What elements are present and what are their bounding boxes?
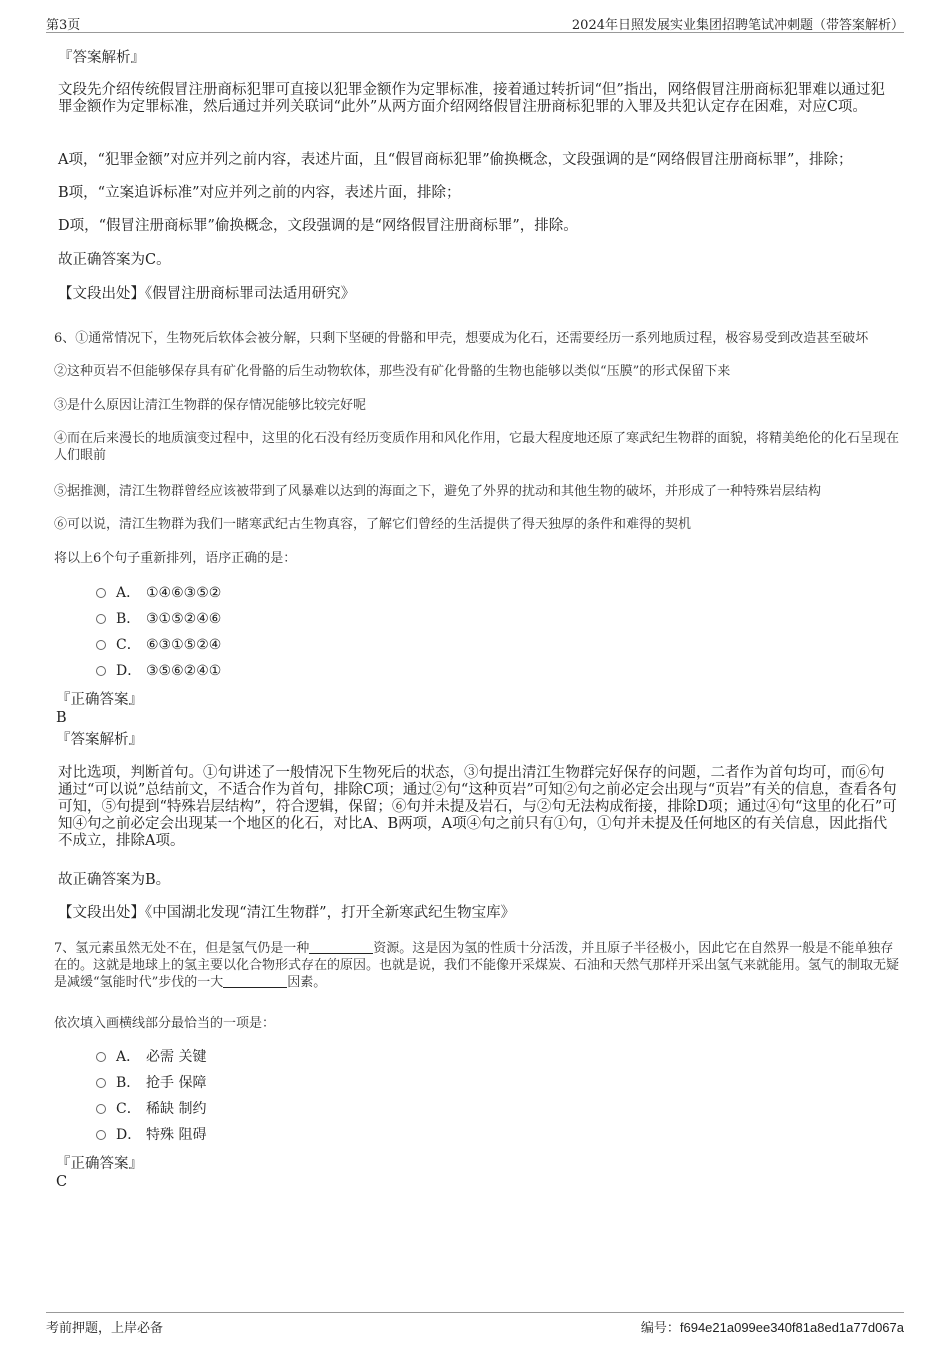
radio-icon[interactable] (96, 1130, 106, 1140)
option-key: C． (116, 637, 141, 653)
q5-source: 【文段出处】《假冒注册商标罪司法适用研究》 (58, 286, 356, 302)
radio-icon[interactable] (96, 588, 106, 598)
q6-answer: B (56, 710, 67, 726)
q5-analysis-option-d: D项，“假冒注册商标罪”偷换概念，文段强调的是“网络假冒注册商标罪”，排除。 (58, 218, 578, 234)
q7-text-part-2: 资源。这是因为氢的性质十分活泼，并且原子半径极小，因此它在自然界一般是不能单独存在的。这就是地球上的氢主要以化合物形式存在的原因。也就是说，我们不能像开采煤炭、石油和天然气那样开采出氢气来就能用。氢气的制取无疑是减缓“氢能时代”步伐的一大 (54, 941, 900, 990)
q7-blank-1 (309, 941, 373, 954)
q5-analysis-paragraph: 文段先介绍传统假冒注册商标犯罪可直接以犯罪金额作为定罪标准，接着通过转折词“但”指出，网络假冒注册商标犯罪难以通过犯罪金额作为定罪标准，然后通过并列关联词“此外”从两方面介绍网络假冒注册商标犯罪的入罪及共犯认定存在困难，对应C项。 (58, 82, 885, 115)
page-header (46, 14, 904, 33)
radio-icon[interactable] (96, 614, 106, 624)
q5-conclusion: 故正确答案为C。 (58, 252, 171, 268)
q7-text-part-1: 7、氢元素虽然无处不在，但是氢气仍是一种 (54, 941, 310, 956)
q7-option-d[interactable] (96, 1127, 206, 1144)
q7-prompt: 依次填入画横线部分最恰当的一项是： (54, 1016, 276, 1031)
q6-option-d[interactable] (96, 663, 221, 680)
page-footer (46, 1312, 904, 1336)
q6-analysis-label: 『答案解析』 (56, 732, 143, 748)
q6-sentence-6: ⑥可以说，清江生物群为我们一睹寒武纪古生物真容，了解它们曾经的生活提供了得天独厚的条件和难得的契机 (54, 517, 692, 532)
radio-icon[interactable] (96, 666, 106, 676)
radio-icon[interactable] (96, 1078, 106, 1088)
radio-icon[interactable] (96, 1104, 106, 1114)
radio-icon[interactable] (96, 1052, 106, 1062)
q7-option-a[interactable] (96, 1049, 206, 1066)
document-code (641, 1317, 904, 1336)
q6-sentence-5: ⑤据推测，清江生物群曾经应该被带到了风暴难以达到的海面之下，避免了外界的扰动和其他生物的破坏，并形成了一种特殊岩层结构 (54, 484, 822, 499)
q6-sentence-4: ④而在后来漫长的地质演变过程中，这里的化石没有经历变质作用和风化作用，它最大程度地还原了寒武纪生物群的面貌，将精美绝伦的化石呈现在人们眼前 (54, 431, 900, 463)
page-number: 第3页 (46, 18, 81, 33)
option-text: ⑥③①⑤②④ (146, 637, 222, 653)
option-text: ③①⑤②④⑥ (146, 611, 222, 627)
q6-sentence-3: ③是什么原因让清江生物群的保存情况能够比较完好呢 (54, 398, 367, 413)
q6-option-a[interactable] (96, 585, 221, 602)
document-title: 2024年日照发展实业集团招聘笔试冲刺题（带答案解析） (571, 18, 904, 33)
option-key: A． (116, 585, 141, 601)
option-text: 特殊 阻碍 (146, 1127, 207, 1143)
option-key: D． (116, 663, 142, 679)
option-text: 抢手 保障 (146, 1075, 207, 1091)
option-text: ①④⑥③⑤② (146, 585, 222, 601)
option-key: D． (116, 1127, 142, 1143)
option-key: B． (116, 1075, 141, 1091)
q5-analysis-option-a: A项，“犯罪金额”对应并列之前内容，表述片面，且“假冒商标犯罪”偷换概念，文段强调的是“网络假冒注册商标罪”，排除； (58, 152, 853, 168)
footer-slogan: 考前押题，上岸必备 (46, 1321, 164, 1336)
q6-source: 【文段出处】《中国湖北发现“清江生物群”，打开全新寒武纪生物宝库》 (58, 905, 516, 921)
code-label: 编号： (640, 1321, 680, 1336)
q6-sentence-1: 6、①通常情况下，生物死后软体会被分解，只剩下坚硬的骨骼和甲壳，想要成为化石，还需要经历一系列地质过程，极容易受到改造甚至破坏 (54, 331, 869, 346)
q5-analysis-label: 『答案解析』 (58, 50, 145, 66)
q6-answer-label: 『正确答案』 (56, 692, 143, 708)
q7-answer: C (56, 1174, 68, 1190)
q6-conclusion: 故正确答案为B。 (58, 872, 171, 888)
option-key: C． (116, 1101, 141, 1117)
q7-blank-2 (223, 975, 287, 988)
option-key: A． (116, 1049, 141, 1065)
q7-text (54, 940, 904, 991)
q6-option-b[interactable] (96, 611, 221, 628)
q7-text-part-3: 因素。 (287, 975, 327, 990)
q7-answer-label: 『正确答案』 (56, 1156, 143, 1172)
q7-option-c[interactable] (96, 1101, 206, 1118)
option-key: B． (116, 611, 141, 627)
option-text: ③⑤⑥②④① (146, 663, 222, 679)
q6-analysis: 对比选项，判断首句。①句讲述了一般情况下生物死后的状态，③句提出清江生物群完好保存的问题，二者作为首句均可，而⑥句通过“可以说”总结前文，不适合作为首句，排除C项；通过②句“这种页岩”可知②句之前必定会出现与“页岩”有关的信息，查看各句可知，⑤句提到“特殊岩层结构”，符合逻辑，保留；⑥句并未提及岩石，与②句无法构成衔接，排除D项；通过④句“这里的化石”可知④句之前必定会出现某一个地区的化石，对比A、B两项，A项④句之前只有①句，①句并未提及任何地区的有关信息，因此指代不成立，排除A项。 (58, 765, 897, 849)
q6-sentence-2: ②这种页岩不但能够保存具有矿化骨骼的后生动物软体，那些没有矿化骨骼的生物也能够以类似“压膜”的形式保留下来 (54, 364, 731, 379)
q6-prompt: 将以上6个句子重新排列，语序正确的是： (54, 551, 297, 566)
option-text: 稀缺 制约 (146, 1101, 207, 1117)
option-text: 必需 关键 (146, 1049, 207, 1065)
q5-analysis-option-b: B项，“立案追诉标准”对应并列之前的内容，表述片面，排除； (58, 185, 461, 201)
q6-option-c[interactable] (96, 637, 221, 654)
q7-option-b[interactable] (96, 1075, 206, 1092)
radio-icon[interactable] (96, 640, 106, 650)
code-value: f694e21a099ee340f81a8ed1a77d067a (679, 1320, 904, 1335)
